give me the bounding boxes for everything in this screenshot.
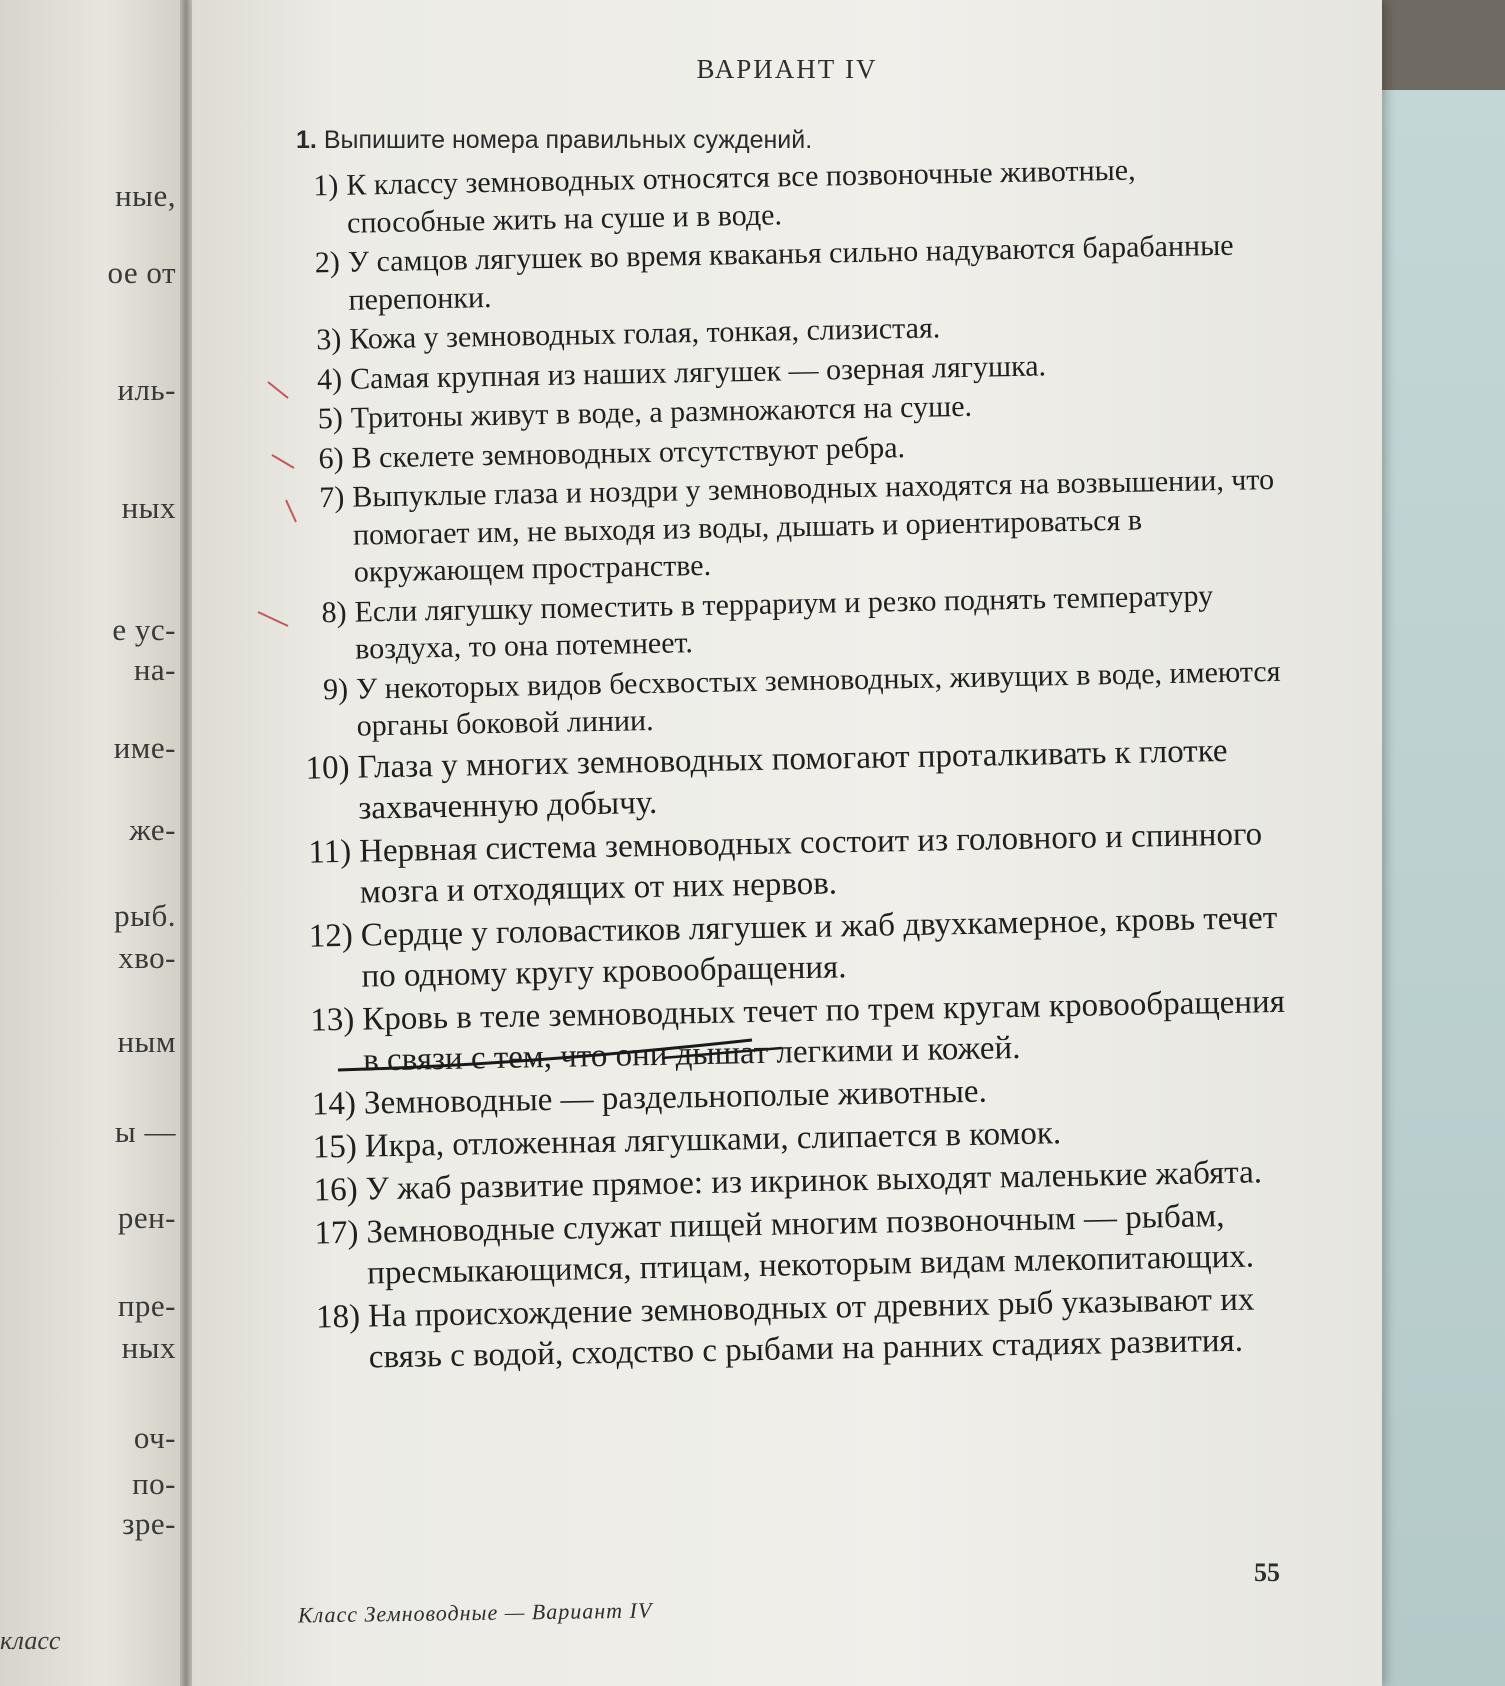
left-page-fragment: рыб.: [114, 898, 176, 933]
statement-text: Земноводные — раздельнополые животные.: [363, 1073, 988, 1122]
left-page-fragment: е ус-: [112, 612, 176, 647]
statement-text: У жаб развитие прямое: из икринок выходят маленькие жабята.: [365, 1153, 1263, 1208]
statement-text: Кровь в теле земноводных течет по трем кругам кровообращения в связи с тем, что они дышат легкими и кожей.: [362, 983, 1286, 1079]
statement-number: 13): [310, 1001, 355, 1039]
statement-number: 17): [314, 1214, 359, 1252]
left-page-fragment: ое от: [107, 255, 176, 290]
left-page-fragment: пре-: [117, 1288, 176, 1323]
statement-number: 15): [312, 1128, 358, 1166]
statement-text: Сердце у головастиков лягушек и жаб двухкамерное, кровь течет по одному кругу кровообращения.: [360, 899, 1278, 995]
left-page-fragment: име-: [113, 730, 176, 765]
left-page-fragment: ные,: [115, 178, 176, 213]
statement-item: [302, 1278, 1303, 1379]
statement-number: 8): [321, 595, 347, 629]
statement-item: [286, 461, 1288, 593]
statement-number: 10): [305, 749, 350, 787]
page-footer: Класс Земноводные — Вариант IV: [297, 1597, 653, 1628]
right-page: [192, 0, 1382, 1686]
statement-text: Глаза у многих земноводных помогают проталкивать к глотке захваченную добычу.: [357, 732, 1228, 827]
statement-list: [280, 149, 1303, 1381]
statement-text: У некоторых видов бесхвостых земноводных, живущих в воде, имеются органы боковой линии.: [355, 654, 1281, 743]
statement-text: Самая крупная из наших лягушек — озерная лягушка.: [349, 348, 1047, 396]
statement-number: 12): [308, 917, 354, 955]
left-page-fragment: хво-: [118, 940, 176, 975]
left-page-fragment: оч-: [133, 1420, 176, 1455]
statement-text: На происхождение земноводных от древних рыб указывают их связь с водой, сходство с рыбами на ранних стадиях развития.: [367, 1281, 1255, 1376]
task-instruction: [296, 126, 812, 155]
page-number: 55: [1254, 1558, 1280, 1587]
statement-number: 14): [311, 1085, 357, 1123]
statement-number: 2): [314, 245, 341, 280]
left-page-fragment: рен-: [117, 1200, 176, 1235]
task-number: 1.: [296, 126, 317, 154]
left-page-fragment: ы —: [114, 1114, 176, 1149]
statement-text: В скелете земноводных отсутствуют ребра.: [351, 430, 906, 475]
pen-mark-item-8: [258, 612, 288, 626]
statement-text: Икра, отложенная лягушками, слипается в комок.: [364, 1114, 1062, 1165]
left-page-fragment: по-: [132, 1466, 176, 1501]
statement-number: 4): [316, 362, 343, 396]
statement-text: У самцов лягушек во время кваканья сильно надуваются барабанные перепонки.: [347, 228, 1234, 317]
statement-text: Тритоны живут в воде, а размножаются на суше.: [350, 389, 973, 435]
left-page-fragment: ным: [117, 1024, 176, 1059]
statement-number: 1): [313, 168, 339, 203]
statement-number: 3): [315, 322, 342, 357]
statement-number: 9): [322, 672, 349, 706]
statement-text: Кожа у земноводных голая, тонкая, слизистая.: [348, 311, 941, 356]
statement-text: Земноводные служат пищей многим позвоночным — рыбам, пресмыкающимся, птицам, некоторым видам млекопитающих.: [366, 1197, 1255, 1292]
statement-text: Выпуклые глаза и ноздри у земноводных находятся на возвышении, что помогает им, не выходя из воды, дышать и ориентироваться в окружающем пространстве.: [352, 462, 1275, 589]
left-page-fragment: иль-: [117, 372, 176, 407]
task-text: Выпишите номера правильных суждений.: [323, 126, 813, 154]
book-spine: [180, 0, 192, 1686]
statement-number: 7): [319, 480, 345, 515]
statement-number: 6): [318, 441, 344, 475]
variant-header: ВАРИАНТ IV: [696, 54, 878, 84]
statement-text: К классу земноводных относятся все позвоночные животные, способные жить на суше и в воде.: [346, 153, 1136, 240]
statement-number: 5): [317, 401, 344, 436]
left-page-fragment: ных: [121, 490, 176, 525]
left-page-footer: класс: [0, 1626, 61, 1655]
statement-text: Нервная система земноводных состоит из головного и спинного мозга и отходящих от них нервов.: [358, 815, 1263, 911]
statement-number: 16): [313, 1171, 358, 1209]
left-page-fragment: зре-: [122, 1506, 176, 1541]
left-page-fragment: ных: [121, 1330, 176, 1365]
statement-text: Если лягушку поместить в террариум и резко поднять температуру воздуха, то она потемнеет.: [354, 578, 1214, 666]
statement-number: 11): [308, 833, 352, 871]
left-page-fragment: же-: [129, 812, 176, 847]
left-page-fragment: на-: [133, 652, 176, 687]
statement-number: 18): [315, 1298, 361, 1336]
